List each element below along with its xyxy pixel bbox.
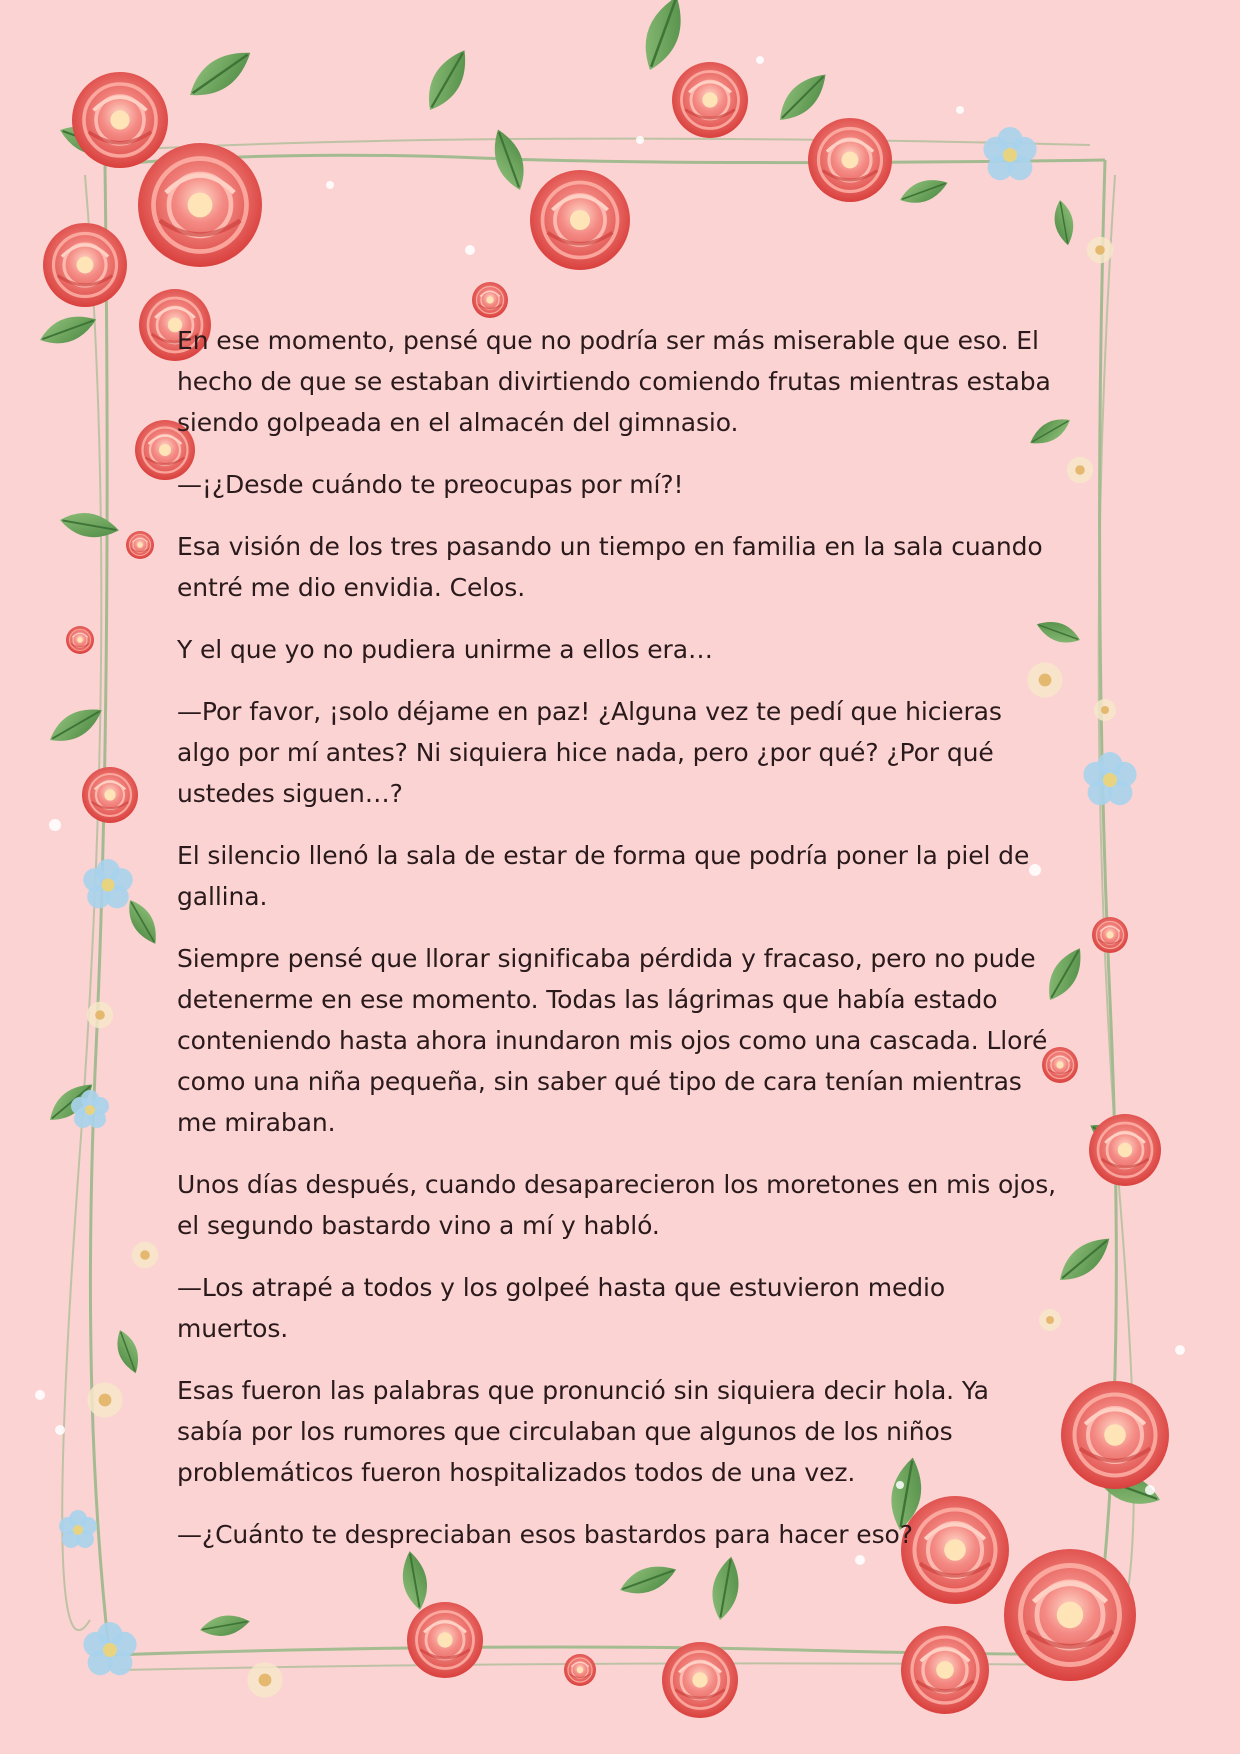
paragraph: —¿Cuánto te despreciaban esos bastardos para hacer eso? [177,1520,913,1549]
paragraph: —Por favor, ¡solo déjame en paz! ¿Alguna vez te pedí que hicieras algo por mí antes? Ni siquiera hice nada, pero ¿por qué? ¿Por qué ustedes siguen…? [177,697,1002,808]
paragraph: Esas fueron las palabras que pronunció sin siquiera decir hola. Ya sabía por los rumores que circulaban que algunos de los niños problemáticos fueron hospitalizados todos de una vez. [177,1376,989,1487]
paragraph: Esa visión de los tres pasando un tiempo en familia en la sala cuando entré me dio envidia. Celos. [177,532,1043,602]
paragraph: —¡¿Desde cuándo te preocupas por mí?! [177,470,684,499]
paragraph: En ese momento, pensé que no podría ser más miserable que eso. El hecho de que se estaban divirtiendo comiendo frutas mientras estaba siendo golpeada en el almacén del gimnasio. [177,326,1051,437]
paragraph: —Los atrapé a todos y los golpeé hasta que estuvieron medio muertos. [177,1273,946,1343]
paragraph: El silencio llenó la sala de estar de forma que podría poner la piel de gallina. [177,841,1030,911]
paragraph: Unos días después, cuando desaparecieron los moretones en mis ojos, el segundo bastardo vino a mí y habló. [177,1170,1056,1240]
story-text [177,320,1057,1576]
paragraph: Y el que yo no pudiera unirme a ellos era… [177,635,713,664]
paragraph: Siempre pensé que llorar significaba pérdida y fracaso, pero no pude detenerme en ese momento. Todas las lágrimas que había estado conteniendo hasta ahora inundaron mis ojos como una cascada. Lloré como una niña pequeña, sin saber qué tipo de cara tenían mientras me miraban. [177,944,1048,1137]
